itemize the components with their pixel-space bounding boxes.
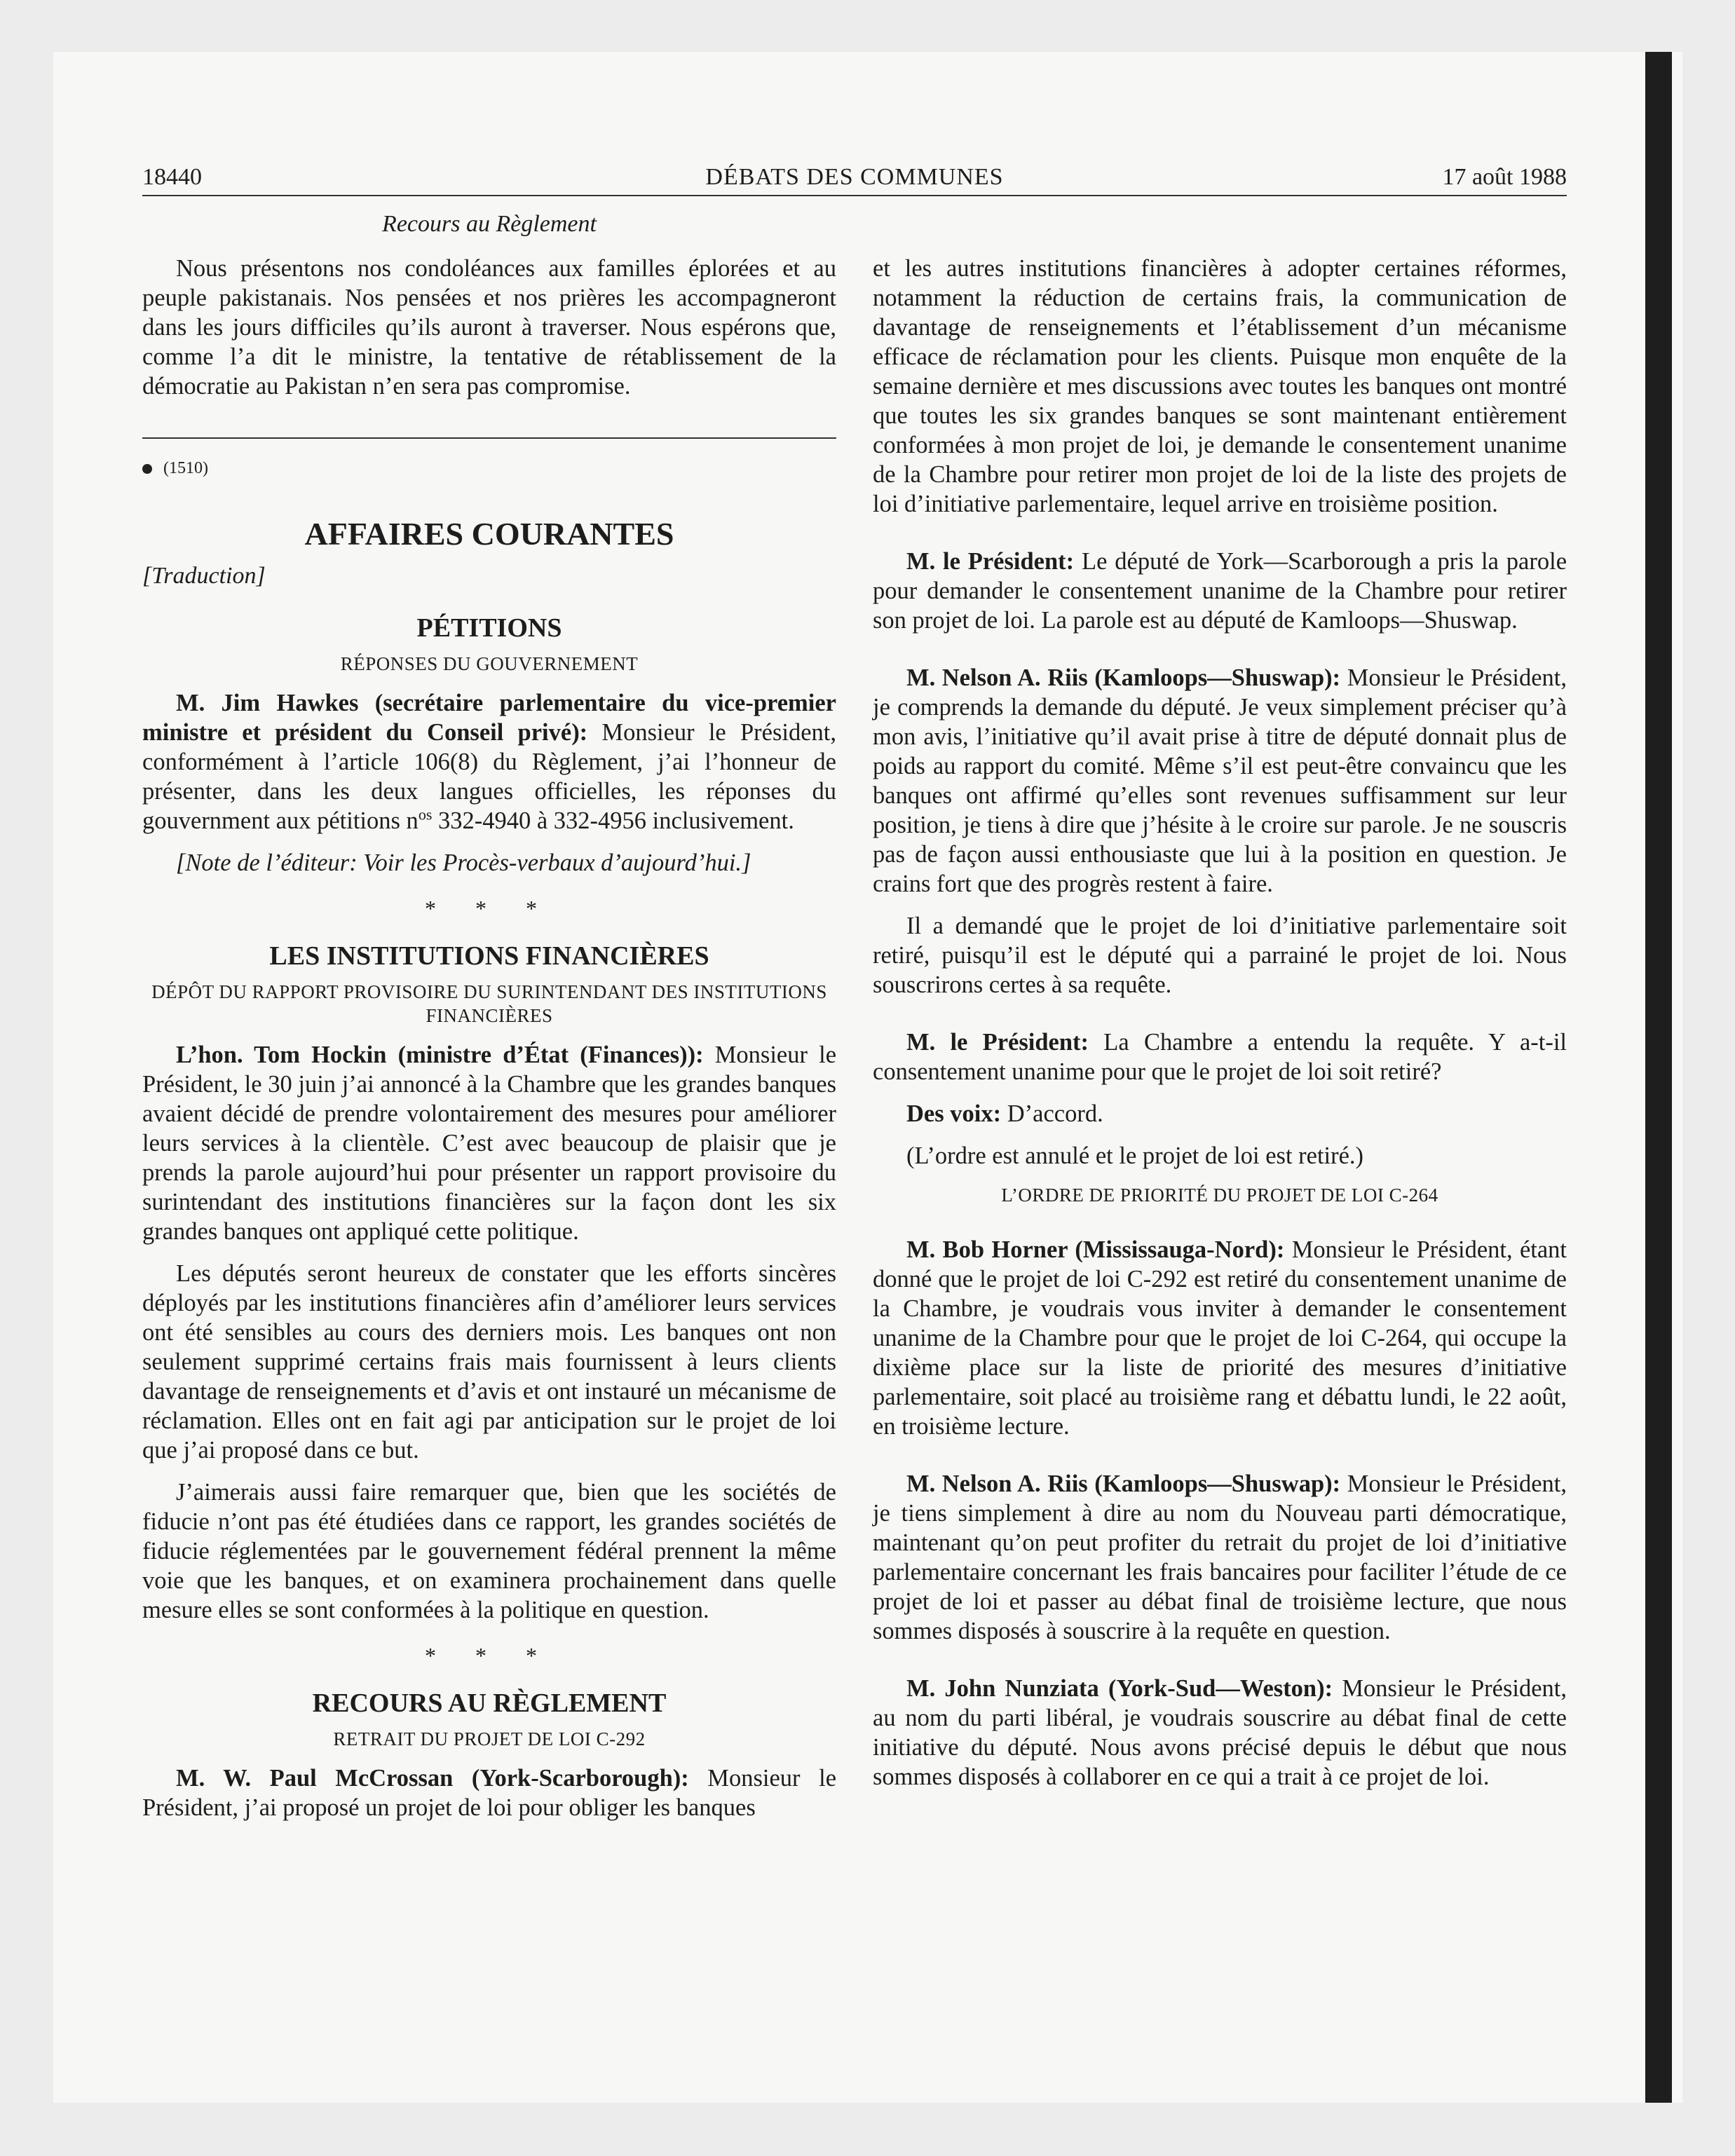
speech-text: Monsieur le Président, étant donné que le projet de loi C-292 est retiré du consentement unanime de la Chambre, je voudrais vous inviter à demander le consentement unanime de la Chambre pour que le projet de loi C-264, qui occupe la dixième place sur la liste de priorité des mesures d’initiative parlementaire, soit placé au troisième rang et débattu lundi, le 22 août, en troisième lecture. — [873, 1236, 1567, 1440]
running-head: Recours au Règlement — [382, 211, 597, 237]
section-rule — [142, 437, 836, 439]
speech-text: Monsieur le Président, j’ai proposé un projet de loi pour obliger les banques — [142, 1765, 837, 1821]
speech-mccrossan — [142, 1763, 836, 1822]
heading-institutions: LES INSTITUTIONS FINANCIÈRES — [269, 941, 709, 971]
page-date: 17 août 1988 — [1442, 164, 1567, 190]
separator-stars: * * * — [425, 896, 554, 921]
page-number: 18440 — [142, 164, 202, 190]
separator-stars: * * * — [425, 1643, 554, 1668]
speech-text: Monsieur le Président, au nom du parti libéral, je voudrais souscrire au débat final de cette initiative du député. Nous avons précisé depuis le début que nous sommes disposés à collaborer en ce qui a trait à ce projet de loi. — [873, 1675, 1567, 1790]
left-column — [142, 254, 836, 1835]
speaker-name: M. W. Paul McCrossan (York-Scarborough): — [176, 1765, 689, 1792]
paragraph: J’aimerais aussi faire remarquer que, bien que les sociétés de fiducie n’ont pas été étudiées dans ce rapport, les grandes sociétés de fiducie réglementées par le gouvernement fédéral prennent la même voie que les banques, et on examinera prochainement dans quelle mesure elles se sont conformées à la politique en question. — [142, 1479, 836, 1623]
speech-text: Monsieur le Président, le 30 juin j’ai annoncé à la Chambre que les grandes banques avaient décidé de prendre volontairement des mesures pour améliorer leurs services à la clientèle. C’est avec beaucoup de plaisir que je prends la parole aujourd’hui pour présenter un rapport provisoire du surintendant des institutions financières sur la façon dont les six grandes banques ont appliqué cette politique. — [142, 1042, 837, 1245]
speech-riis-1 — [873, 663, 1567, 899]
paragraph: Il a demandé que le projet de loi d’initiative parlementaire soit retiré, puisqu’il est le député qui a parrainé le projet de loi. Nous souscrirons certes à sa requête. — [873, 913, 1567, 998]
speech-nunziata — [873, 1674, 1567, 1792]
heading-recours: RECOURS AU RÈGLEMENT — [312, 1688, 667, 1718]
speaker-name: M. Jim Hawkes (secrétaire parlementaire du vice-premier ministre et président du Conseil privé): — [142, 690, 836, 746]
speech-text: Monsieur le Président, conformément à l’article 106(8) du Règlement, j’ai l’honneur de présenter, dans les deux langues officielles, les réponses du gouvernment aux pétitions n — [142, 719, 836, 834]
procedural-note: (L’ordre est annulé et le projet de loi est retiré.) — [906, 1142, 1364, 1169]
speech-riis-2 — [873, 1469, 1567, 1646]
heading-petitions: PÉTITIONS — [416, 613, 562, 643]
speech-voices — [873, 1099, 1567, 1128]
scan-binding-edge — [1645, 52, 1672, 2103]
translation-tag: [Traduction] — [142, 563, 266, 589]
subheading-depot: DÉPÔT DU RAPPORT PROVISOIRE DU SURINTENDANT DES INSTITUTIONS FINANCIÈRES — [151, 981, 827, 1026]
timestamp — [142, 456, 836, 481]
speaker-name: M. le Président: — [906, 548, 1075, 575]
publication-title: DÉBATS DES COMMUNES — [705, 164, 1004, 190]
speech-horner — [873, 1235, 1567, 1441]
speech-text: Monsieur le Président, je comprends la demande du député. Je veux simplement préciser qu’à mon avis, l’initiative qu’il avait prise à titre de député donnait plus de poids au rapport du comité. Même s’il est peut-être convaincu que les banques ont affirmé qu’elles sont revenues suffisamment sur leur position, je tiens à dire que j’hésite à le croire sur parole. Je ne souscris pas de façon aussi enthousiaste que lui à la position en question. Je crains fort que des progrès restent à faire. — [873, 664, 1567, 897]
speech-text: 332-4940 à 332-4956 inclusivement. — [432, 807, 794, 834]
header-rule — [142, 195, 1567, 196]
speech-hockin — [142, 1040, 836, 1246]
speech-president-2 — [873, 1028, 1567, 1086]
speaker-name: L’hon. Tom Hockin (ministre d’État (Finances)): — [176, 1042, 704, 1068]
speech-hawkes — [142, 688, 836, 835]
paragraph: Nous présentons nos condoléances aux familles éplorées et au peuple pakistanais. Nos pensées et nos prières les accompagneront dans les jours difficiles qu’ils auront à traverser. Nous espérons que, comme l’a dit le ministre, la tentative de rétablissement de la démocratie au Pakistan n’en sera pas compromise. — [142, 255, 836, 400]
speech-president-1 — [873, 547, 1567, 635]
speech-text: Monsieur le Président, je tiens simplement à dire au nom du Nouveau parti démocratique, maintenant qu’on peut profiter du retrait du projet de loi d’initiative parlementaire concernant les frais bancaires pour faciliter l’étude de ce projet de loi et passer au débat final de troisième lecture, que nous sommes disposés à souscrire à la requête en question. — [873, 1471, 1567, 1644]
speaker-name: M. Nelson A. Riis (Kamloops—Shuswap): — [906, 1471, 1341, 1497]
speaker-name: M. Nelson A. Riis (Kamloops—Shuswap): — [906, 664, 1341, 691]
bullet-icon — [142, 464, 152, 474]
superscript: os — [418, 805, 433, 824]
speech-text: Le député de York—Scarborough a pris la parole pour demander le consentement unanime de la Chambre pour retirer son projet de loi. La parole est au député de Kamloops—Shuswap. — [873, 548, 1567, 634]
paragraph: et les autres institutions financières à adopter certaines réformes, notamment la réduction de certains frais, la communication de davantage de renseignements et l’établissement d’un mécanisme efficace de réclamation pour les clients. Puisque mon enquête de la semaine dernière et mes discussions avec toutes les banques ont montré que toutes les six grandes banques se sont maintenant entièrement conformées à mon projet de loi, je demande le consentement unanime de la Chambre pour retirer mon projet de loi de la liste des projets de loi d’initiative parlementaire, lequel arrive en troisième position. — [873, 255, 1567, 517]
speech-text: D’accord. — [1001, 1100, 1103, 1127]
page-header — [142, 160, 1567, 195]
right-column — [873, 254, 1567, 1804]
paragraph: Les députés seront heureux de constater que les efforts sincères déployés par les institutions financières afin d’améliorer leurs services ont été sensibles au cours des derniers mois. Les banques ont non seulement supprimé certains frais mais fournissent à leurs clients davantage de renseignements et d’avis et ont instauré un mécanisme de réclamation. Elles ont en fait agi par anticipation sur le projet de loi que j’ai proposé dans ce but. — [142, 1260, 836, 1464]
editor-note — [142, 848, 836, 878]
subheading-ordre: L’ORDRE DE PRIORITÉ DU PROJET DE LOI C-264 — [1001, 1185, 1438, 1206]
speaker-name: M. le Président: — [906, 1029, 1089, 1056]
subheading-reponses: RÉPONSES DU GOUVERNEMENT — [340, 653, 639, 674]
speech-text: La Chambre a entendu la requête. Y a-t-il consentement unanime pour que le projet de loi soit retiré? — [873, 1029, 1567, 1085]
speaker-name: M. John Nunziata (York-Sud—Weston): — [906, 1675, 1333, 1702]
speaker-name: Des voix: — [906, 1100, 1002, 1127]
editor-note-text: [Note de l’éditeur: Voir les Procès-verbaux d’aujourd’hui.] — [176, 850, 751, 876]
heading-affaires-courantes: AFFAIRES COURANTES — [304, 516, 674, 552]
subheading-retrait: RETRAIT DU PROJET DE LOI C-292 — [333, 1728, 646, 1749]
timestamp-text: (1510) — [163, 459, 208, 477]
speaker-name: M. Bob Horner (Mississauga-Nord): — [906, 1236, 1285, 1263]
